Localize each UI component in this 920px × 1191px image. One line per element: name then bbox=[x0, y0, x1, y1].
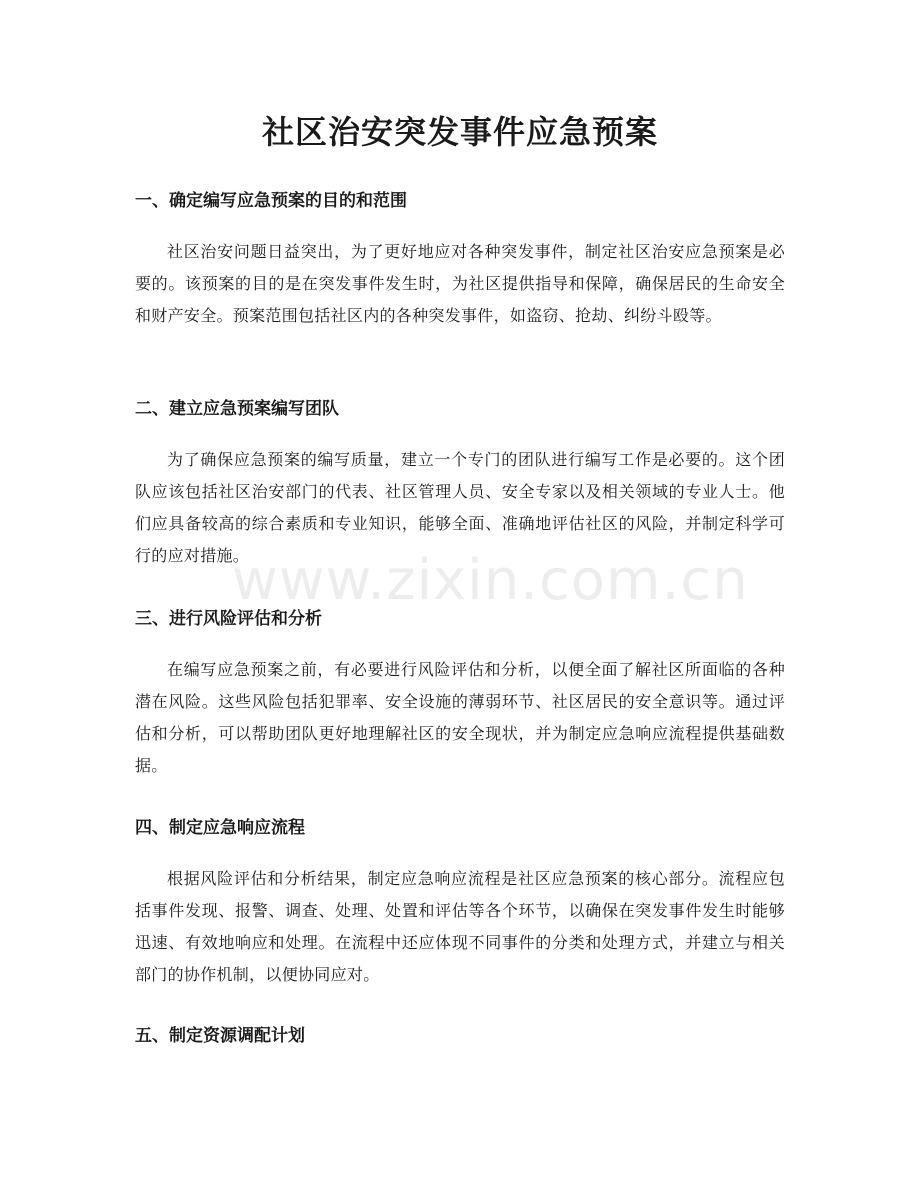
section-purpose-scope bbox=[135, 188, 785, 332]
section-response-process bbox=[135, 815, 785, 991]
document-title: 社区治安突发事件应急预案 bbox=[261, 113, 658, 151]
watermark: www.zixin.com.cn bbox=[232, 548, 749, 613]
section-paragraph: 为了确保应急预案的编写质量，建立一个专门的团队进行编写工作是必要的。这个团队应该包括社区治安部门的代表、社区管理人员、安全专家以及相关领域的专业人士。他们应具备较高的综合素质和专业知识，能够全面、准确地评估社区的风险，并制定科学可行的应对措施。 bbox=[135, 450, 785, 565]
section-paragraph: 根据风险评估和分析结果，制定应急响应流程是社区应急预案的核心部分。流程应包括事件发现、报警、调查、处理、处置和评估等各个环节，以确保在突发事件发生时能够迅速、有效地响应和处理。在流程中还应体现不同事件的分类和处理方式，并建立与相关部门的协作机制，以便协同应对。 bbox=[135, 869, 785, 984]
section-heading: 五、制定资源调配计划 bbox=[135, 1026, 305, 1046]
section-heading: 三、进行风险评估和分析 bbox=[135, 609, 322, 629]
section-heading: 一、确定编写应急预案的目的和范围 bbox=[135, 191, 407, 211]
section-heading: 二、建立应急预案编写团队 bbox=[135, 399, 339, 419]
section-paragraph: 社区治安问题日益突出，为了更好地应对各种突发事件，制定社区治安应急预案是必要的。该预案的目的是在突发事件发生时，为社区提供指导和保障，确保居民的生命安全和财产安全。预案范围包括社区内的各种突发事件，如盗窃、抢劫、纠纷斗殴等。 bbox=[135, 242, 785, 325]
section-resource-plan bbox=[135, 1023, 785, 1049]
section-heading: 四、制定应急响应流程 bbox=[135, 818, 305, 838]
section-risk-assessment bbox=[135, 606, 785, 782]
section-team bbox=[135, 396, 785, 572]
section-paragraph: 在编写应急预案之前，有必要进行风险评估和分析，以便全面了解社区所面临的各种潜在风险。这些风险包括犯罪率、安全设施的薄弱环节、社区居民的安全意识等。通过评估和分析，可以帮助团队更好地理解社区的安全现状，并为制定应急响应流程提供基础数据。 bbox=[135, 660, 785, 775]
